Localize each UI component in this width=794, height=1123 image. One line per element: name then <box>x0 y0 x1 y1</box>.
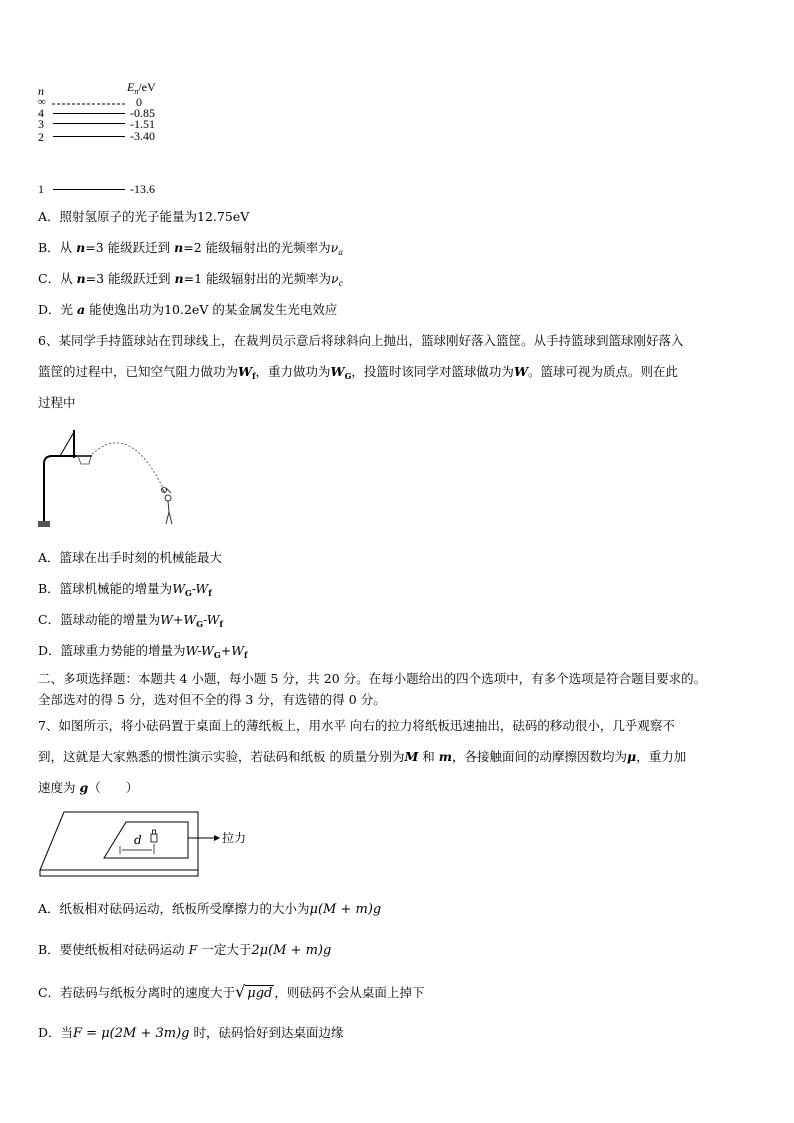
q7-stem-line-2: 到，这就是大家熟悉的惯性演示实验，若砝码和纸板 的质量分别为M 和 m，各接触面间的动摩擦因数均为μ，重力加 <box>38 749 687 764</box>
level-e-1: -13.6 <box>130 182 155 196</box>
q6-option-b: B．篮球机械能的增量为$W_G-W_f$ <box>38 581 212 598</box>
q5-option-a: A．照射氢原子的光子能量为12.75eV <box>38 209 250 224</box>
backboard-brace <box>60 432 74 456</box>
q6-option-c: C．篮球动能的增量为$W+W_G-W_f$ <box>38 612 223 629</box>
q7-option-d: D．当F = μ(2M + 3m)g 时，砝码恰好到达桌面边缘 <box>38 1025 344 1041</box>
n-axis-label: n <box>38 84 44 98</box>
level-e-2: -3.40 <box>130 129 155 143</box>
level-line-inf <box>52 100 130 108</box>
level-line-1 <box>53 189 125 190</box>
q6-stem-line-1: 6、某同学手持篮球站在罚球线上，在裁判员示意后将球斜向上抛出，篮球刚好落入篮筐。从手持篮球到篮球刚好落入 <box>38 333 684 348</box>
q7-option-a: A．纸板相对砝码运动，纸板所受摩擦力的大小为μ(M + m)g <box>38 901 382 917</box>
section2-heading-line-1: 二、多项选择题：本题共 4 小题，每小题 5 分，共 20 分。在每小题给出的四个选项中，有多个选项是符合题目要求的。 <box>38 671 707 686</box>
q6-stem-line-2: 篮筐的过程中，已知空气阻力做功为$W_f$，重力做功为$W_G$，投篮时该同学对篮球做功为W。篮球可视为质点。则在此 <box>38 364 678 381</box>
level-line-4 <box>53 113 125 114</box>
level-line-3 <box>53 123 125 124</box>
q6-option-d: D．篮球重力势能的增量为$W-W_G+W_f$ <box>38 643 248 660</box>
hoop-base <box>38 521 50 527</box>
hoop-net <box>78 456 91 464</box>
q7-stem-line-3: 速度为 g（ ） <box>38 780 139 795</box>
q5-option-d: D．光 a 能使逸出功为10.2eV 的某金属发生光电效应 <box>38 302 338 317</box>
table-edge <box>40 870 198 876</box>
level-e-4: -0.85 <box>130 106 155 120</box>
basketball-figure <box>38 428 188 532</box>
distance-label: d <box>134 833 142 847</box>
inertia-figure-drawing <box>38 808 258 884</box>
energy-axis-label: $E_n/eV$ <box>127 80 156 96</box>
level-n-4: 4 <box>38 106 44 120</box>
ball-trajectory <box>92 443 164 490</box>
level-n-2: 2 <box>38 130 44 144</box>
hoop-pole <box>44 456 76 521</box>
level-e-3: -1.51 <box>130 117 155 131</box>
force-arrowhead <box>214 835 220 841</box>
q5-option-c: C．从 n=3 能级跃迁到 n=1 能级辐射出的光频率为$\nu_c$ <box>38 271 344 288</box>
level-n-1: 1 <box>38 182 44 196</box>
q6-option-a: A．篮球在出手时刻的机械能最大 <box>38 550 223 565</box>
sqrt-icon: √ <box>235 982 246 1001</box>
section2-heading-line-2: 全部选对的得 5 分，选对但不全的得 3 分，有选错的得 0 分。 <box>38 692 386 707</box>
inertia-figure <box>38 808 258 884</box>
level-n-inf: ∞ <box>38 96 46 108</box>
q7-stem-line-1: 7、如图所示，将小砝码置于桌面上的薄纸板上，用水平 向右的拉力将纸板迅速抽出，砝码的移动很小，几乎观察不 <box>38 718 675 733</box>
level-e-inf: 0 <box>136 95 142 109</box>
force-label: 拉力 <box>222 831 247 845</box>
q5-option-b: B．从 n=3 能级跃迁到 n=2 能级辐射出的光频率为$\nu_a$ <box>38 240 344 257</box>
level-n-3: 3 <box>38 117 44 131</box>
player-icon <box>162 488 172 524</box>
q6-stem-line-3: 过程中 <box>38 395 76 410</box>
level-line-2 <box>53 136 125 137</box>
q7-option-b: B．要使纸板相对砝码运动 F 一定大于2μ(M + m)g <box>38 942 332 958</box>
q7-option-c: C．若砝码与纸板分离时的速度大于√ μgd ，则砝码不会从桌面上掉下 <box>38 982 425 1001</box>
